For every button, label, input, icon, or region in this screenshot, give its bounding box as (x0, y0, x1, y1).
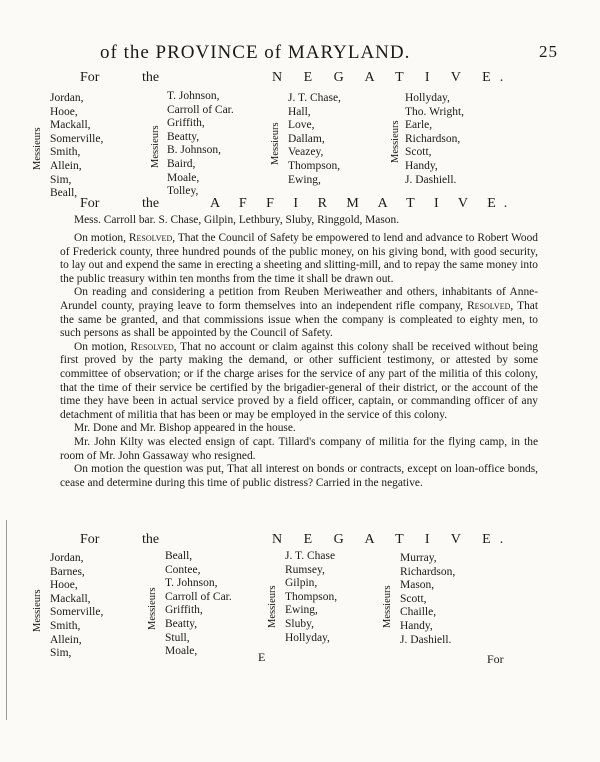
vote3-for: For (80, 532, 100, 547)
vote1-column-2 (167, 90, 234, 199)
vote1-messieurs-3: Messieurs (270, 122, 281, 165)
vote1-col1-name: Smith, (50, 146, 81, 159)
vote3-col1-name: Barnes, (50, 565, 85, 578)
vote3-col3-name: J. T. Chase (285, 550, 336, 562)
gutter-line (6, 520, 7, 720)
vote1-column-3 (288, 92, 341, 187)
vote1-col2-name: Baird, (167, 157, 196, 170)
vote1-col1-name: Somerville, (50, 132, 104, 145)
paragraph-3: On motion, Resolved, That no account or claim against this colony shall be received without being first proved by the party making the demand, or other sufficient testimony, or attested by some committee of observation; or if the charge arises for the service of any part of the militia of this colony, that the time of their service be certified by the brigadier-general of their district, or the account of the time they have been in actual service proved by a field officer, captain, or commanding officer of any detachment of militia that has been or may be employed in the service of this colony. (60, 340, 538, 421)
vote1-for: For (80, 70, 100, 85)
vote3-col2-name: Beall, (165, 550, 193, 562)
vote3-col2-name: Stull, (165, 631, 190, 644)
page-number: 25 (539, 42, 558, 61)
vote1-col4-name: J. Dashiell. (405, 173, 457, 186)
paragraph-1: On motion, Resolved, That the Council of Safety be empowered to lend and advance to Robert Wood of Frederick county, three hundred pounds of the public money, on his giving bond, with good security, to lay out and expend the same in erecting a sheeting and slitting-mill, and to repay the same money into the public treasury within ten months from the time it shall be drawn out. (60, 232, 538, 285)
header-title: of the PROVINCE of MARYLAND. (100, 42, 411, 63)
vote3-col3-name: Sluby, (285, 617, 314, 630)
signature-mark: E (258, 650, 266, 664)
vote3-col2-name: Contee, (165, 563, 201, 576)
vote1-col2-name: T. Johnson, (167, 90, 220, 102)
vote3-col2-name: Carroll of Car. (165, 590, 232, 603)
vote3-the: the (142, 532, 160, 547)
vote3-col3-name: Rumsey, (285, 563, 325, 576)
vote3-col3-name: Thompson, (285, 590, 338, 603)
paragraph-6: On motion the question was put, That all interest on bonds or contracts, except on loan-office bonds, cease and determine during this time of public distress? Carried in the negative. (60, 463, 538, 489)
vote3-messieurs-3: Messieurs (267, 585, 278, 628)
vote3-word: N E G A T I V E. (272, 532, 513, 547)
vote1-messieurs-1: Messieurs (32, 127, 43, 170)
vote3-col1-name: Somerville, (50, 606, 104, 619)
vote3-col1-name: Sim, (50, 647, 72, 660)
vote3-col2-name: Beatty, (165, 617, 198, 630)
vote3-col4-name: Chaille, (400, 606, 437, 619)
vote1-heading (80, 70, 540, 86)
vote1-col1-name: Sim, (50, 173, 72, 186)
vote2-heading (80, 196, 540, 212)
vote1-col1-name: Beall, (50, 187, 78, 200)
vote3-col1-name: Allein, (50, 633, 82, 646)
body-text (60, 232, 538, 490)
vote3-col4-name: Scott, (400, 592, 427, 605)
vote3-column-1 (50, 552, 103, 661)
vote1-col2-name: Moale, (167, 171, 200, 184)
vote1-col1-name: Jordan, (50, 92, 84, 104)
vote1-word: N E G A T I V E. (272, 70, 513, 85)
paragraph-2: On reading and considering a petition from Reuben Meriweather and others, inhabitants of Anne-Arundel county, praying leave to form themselves into an independent rifle company, Resolved, That the same be granted, and that commissions issue when the company is compleated to eighty men, to such persons as shall be appointed by the Council of Safety. (60, 286, 538, 340)
vote3-col4-name: Handy, (400, 619, 433, 632)
vote3-col4-name: J. Dashiell. (400, 633, 452, 646)
vote3-col4-name: Richardson, (400, 565, 456, 578)
vote1-col4-name: Scott, (405, 146, 432, 159)
vote1-messieurs-4: Messieurs (390, 120, 401, 163)
paragraph-5: Mr. John Kilty was elected ensign of capt. Tillard's company of militia for the flying camp, in the room of Mr. John Gassaway who resigned. (60, 435, 538, 462)
vote1-col3-name: Dallam, (288, 132, 325, 145)
vote3-col4-name: Murray, (400, 552, 437, 564)
vote1-col1-name: Hooe, (50, 105, 78, 118)
vote3-messieurs-1: Messieurs (32, 589, 43, 632)
vote1-col4-name: Earle, (405, 119, 433, 132)
vote1-col4-name: Handy, (405, 159, 438, 172)
vote1-col2-name: Tolley, (167, 185, 199, 198)
vote2-word: A F F I R M A T I V E. (210, 196, 516, 211)
vote3-col1-name: Jordan, (50, 552, 84, 564)
vote2-members: Mess. Carroll bar. S. Chase, Gilpin, Lethbury, Sluby, Ringgold, Mason. (74, 214, 400, 226)
vote1-messieurs-2: Messieurs (150, 125, 161, 168)
vote1-col2-name: Beatty, (167, 130, 200, 143)
catchword: For (487, 652, 504, 666)
vote1-col4-name: Hollyday, (405, 92, 450, 104)
vote3-col4-name: Mason, (400, 579, 435, 592)
running-header (100, 42, 558, 64)
vote2-the: the (142, 196, 160, 211)
vote1-column-4 (405, 92, 464, 187)
vote3-col1-name: Hooe, (50, 579, 78, 592)
vote1-col3-name: Love, (288, 119, 315, 132)
vote3-column-4 (400, 552, 455, 647)
vote1-col3-name: Thompson, (288, 159, 341, 172)
vote3-col1-name: Smith, (50, 619, 81, 632)
vote1-col3-name: Ewing, (288, 173, 321, 186)
vote1-col2-name: Griffith, (167, 117, 205, 130)
vote3-messieurs-2: Messieurs (147, 587, 158, 630)
vote3-col2-name: T. Johnson, (165, 577, 218, 590)
vote1-col4-name: Tho. Wright, (405, 105, 465, 118)
vote1-col1-name: Allein, (50, 159, 82, 172)
vote3-column-2 (165, 550, 232, 659)
vote3-col3-name: Gilpin, (285, 577, 318, 590)
vote3-messieurs-4: Messieurs (382, 585, 393, 628)
vote1-col4-name: Richardson, (405, 132, 461, 145)
vote3-col2-name: Griffith, (165, 604, 203, 617)
vote3-column-3 (285, 550, 337, 645)
vote1-col2-name: B. Johnson, (167, 144, 221, 157)
vote1-col1-name: Mackall, (50, 119, 91, 132)
vote1-col2-name: Carroll of Car. (167, 103, 234, 116)
vote3-col3-name: Hollyday, (285, 631, 330, 644)
vote1-the: the (142, 70, 160, 85)
paragraph-4: Mr. Done and Mr. Bishop appeared in the house. (74, 422, 296, 435)
vote1-col3-name: J. T. Chase, (288, 92, 341, 104)
vote3-col3-name: Ewing, (285, 604, 318, 617)
vote2-for: For (80, 196, 100, 211)
vote3-heading (80, 532, 540, 548)
vote1-column-1 (50, 92, 103, 201)
vote1-col3-name: Veazey, (288, 146, 324, 159)
vote3-col1-name: Mackall, (50, 592, 91, 605)
vote3-col2-name: Moale, (165, 645, 198, 658)
vote1-col3-name: Hall, (288, 105, 311, 118)
